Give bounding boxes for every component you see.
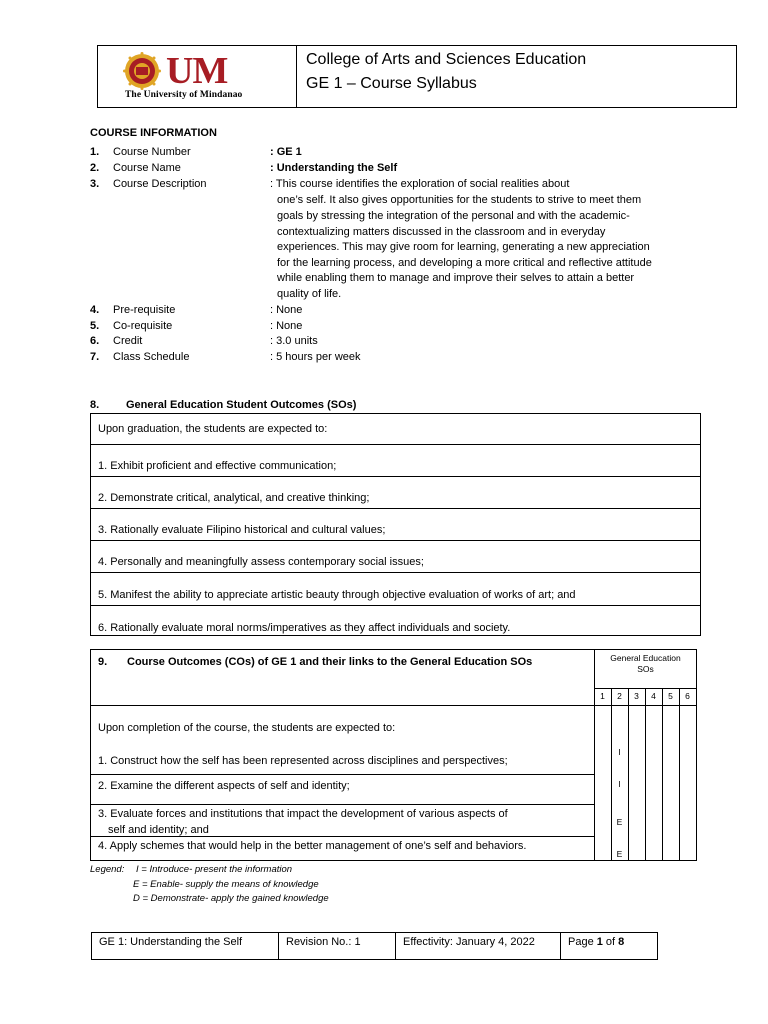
info-num: 2. [90,162,100,174]
co-grid-line [628,688,629,861]
info-label: Class Schedule [113,351,190,363]
so-table [90,413,701,636]
info-value: : None [270,304,303,316]
co-section-num: 9. [98,656,108,668]
description-line: for the learning process, and developing a more critical and reflective attitude [277,257,652,269]
info-label: Co-requisite [113,320,173,332]
description-line: goals by stressing the integration of the personal and with the academic- [277,210,630,222]
info-label: Course Number [113,146,191,158]
info-num: 3. [90,178,100,190]
legend-item: I = Introduce- present the information [136,864,293,875]
so-row-text: 1. Exhibit proficient and effective communication; [98,460,337,472]
legend-item: D = Demonstrate- apply the gained knowledge [133,893,329,904]
college-title: College of Arts and Sciences Education [306,51,587,68]
co-table [90,649,697,861]
so-row-text: Upon graduation, the students are expected to: [98,423,328,435]
so-row-text: 6. Rationally evaluate moral norms/imperatives as they affect individuals and society. [98,622,511,634]
description-line: contextualizing matters discussed in the classroom and in everyday [277,226,606,238]
so-row [91,444,700,476]
co-grid-line [594,650,595,861]
info-num: 1. [90,146,100,158]
logo-caption: The University of Mindanao [125,90,243,100]
university-logo [122,52,264,102]
syllabus-title: GE 1 – Course Syllabus [306,75,477,92]
co-grid-line [611,688,612,861]
so-row [91,508,700,540]
footer-effectivity: Effectivity: January 4, 2022 [396,933,561,959]
info-value: : 5 hours per week [270,351,361,363]
footer-course: GE 1: Understanding the Self [92,933,279,959]
so-number: 2 [617,691,622,701]
ge-header-sub: SOs [637,664,654,674]
so-row-text: 2. Demonstrate critical, analytical, and creative thinking; [98,492,370,504]
legend-label: Legend: [90,864,125,875]
footer-revision: Revision No.: 1 [279,933,396,959]
ge-header: General Education [610,653,681,663]
co-mark: E [616,817,623,827]
co-grid-line [594,705,697,706]
legend-item: E = Enable- supply the means of knowledge [133,879,319,890]
header-divider [296,46,297,107]
logo-letters: UM [166,50,228,92]
info-value: : GE 1 [270,146,302,158]
co-grid-line [594,688,697,689]
info-num: 6. [90,335,100,347]
so-row [91,476,700,508]
so-row [91,540,700,572]
co-grid-line [91,705,594,706]
so-section-title: General Education Student Outcomes (SOs) [126,399,357,411]
page-prefix: Page [568,936,597,948]
so-number: 6 [685,691,690,701]
footer-page [561,933,657,959]
info-label: Course Name [113,162,181,174]
so-number: 1 [600,691,605,701]
co-outcome: 4. Apply schemes that would help in the better management of one’s self and behaviors. [98,840,527,852]
co-outcome: 1. Construct how the self has been represented across disciplines and perspectives; [98,755,508,767]
co-mark: I [618,747,621,757]
co-grid-line [679,688,680,861]
info-value: : None [270,320,303,332]
so-row-text: 3. Rationally evaluate Filipino historical and cultural values; [98,524,386,536]
header-box [97,45,737,108]
co-grid-line [91,804,594,805]
so-row-text: 4. Personally and meaningfully assess contemporary social issues; [98,556,424,568]
co-mark: I [618,779,621,789]
info-num: 4. [90,304,100,316]
so-number: 3 [634,691,639,701]
description-line: quality of life. [277,288,342,300]
so-row-text: 5. Manifest the ability to appreciate artistic beauty through objective evaluation of works of art; and [98,589,576,601]
seal-icon [122,52,162,90]
co-outcome: 3. Evaluate forces and institutions that impact the development of various aspects of [98,808,508,820]
co-outcome-cont: self and identity; and [108,824,209,836]
info-value: : Understanding the Self [270,162,398,174]
info-value: : 3.0 units [270,335,318,347]
footer-table [91,932,658,960]
so-section-num: 8. [90,399,100,411]
info-label: Pre-requisite [113,304,176,316]
info-num: 5. [90,320,100,332]
info-num: 7. [90,351,100,363]
co-mark: E [616,849,623,859]
info-label: Credit [113,335,143,347]
so-number: 4 [651,691,656,701]
so-number: 5 [668,691,673,701]
so-row [91,572,700,605]
description-line: experiences. This may give room for learning, generating a new appreciation [277,241,650,253]
so-row [91,605,700,636]
co-grid-line [662,688,663,861]
course-info-heading: COURSE INFORMATION [90,127,217,139]
page-of: of [602,936,619,948]
co-intro: Upon completion of the course, the students are expected to: [98,722,396,734]
description-line: one’s self. It also gives opportunities for the students to strive to meet them [277,194,642,206]
co-section-title: Course Outcomes (COs) of GE 1 and their links to the General Education SOs [127,656,533,668]
description-line: while enabling them to manage and improve their selves to attain a better [277,272,635,284]
info-value: : This course identifies the exploration of social realities about [270,178,570,190]
co-grid-line [645,688,646,861]
co-outcome: 2. Examine the different aspects of self and identity; [98,780,350,792]
page-total: 8 [618,936,625,948]
page-number: 1 [596,936,603,948]
co-grid-line [91,774,594,775]
info-label: Course Description [113,178,207,190]
